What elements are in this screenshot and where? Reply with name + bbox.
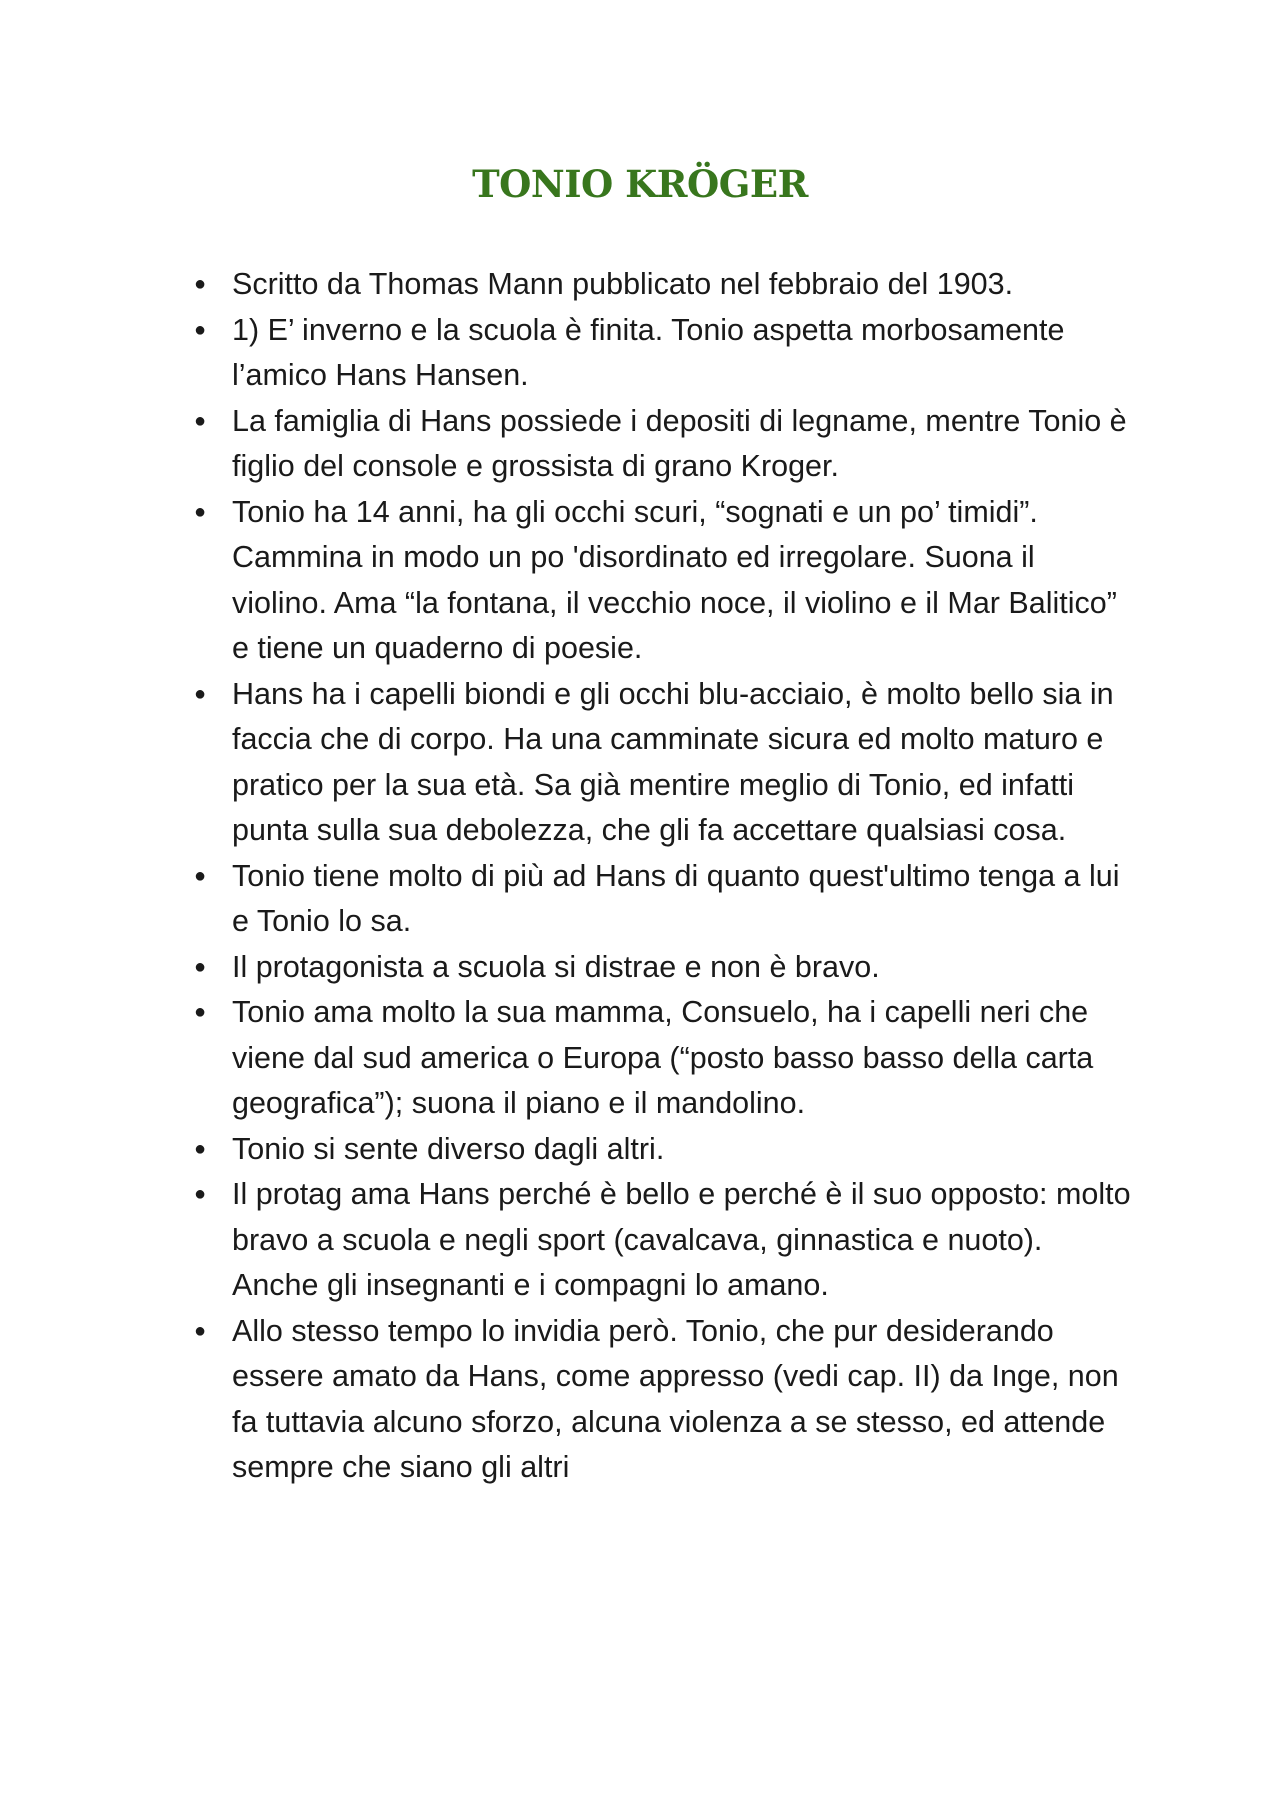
list-item-text: Il protag ama Hans perché è bello e perché è il suo opposto: molto bravo a scuola e negli sport (cavalcava, ginnastica e nuoto). Anche gli insegnanti e i compagni lo amano. bbox=[232, 1177, 1131, 1302]
bullet-list bbox=[0, 262, 1280, 1491]
list-item bbox=[0, 990, 1132, 1127]
bullet-dot-icon bbox=[194, 672, 214, 718]
list-item-text: Il protagonista a scuola si distrae e non è bravo. bbox=[232, 949, 880, 984]
list-item bbox=[0, 672, 1132, 854]
list-item bbox=[0, 1172, 1132, 1309]
bullet-dot-icon bbox=[194, 990, 214, 1036]
bullet-dot-icon bbox=[194, 490, 214, 536]
bullet-dot-icon bbox=[194, 1127, 214, 1173]
list-item-text: 1) E’ inverno e la scuola è finita. Tonio aspetta morbosamente l’amico Hans Hansen. bbox=[232, 312, 1065, 392]
list-item bbox=[0, 854, 1132, 945]
bullet-dot-icon bbox=[194, 308, 214, 354]
bullet-dot-icon bbox=[194, 854, 214, 900]
list-item bbox=[0, 1127, 1132, 1173]
list-item-text: Hans ha i capelli biondi e gli occhi blu-acciaio, è molto bello sia in faccia che di corpo. Ha una camminate sicura ed molto maturo e pratico per la sua età. Sa già mentire meglio di Tonio, ed infatti punta sulla sua debolezza, che gli fa accettare qualsiasi cosa. bbox=[232, 676, 1114, 847]
bullet-dot-icon bbox=[194, 1309, 214, 1355]
list-item bbox=[0, 399, 1132, 490]
list-item-text: Tonio ama molto la sua mamma, Consuelo, ha i capelli neri che viene dal sud america o Europa (“posto basso basso della carta geografica”); suona il piano e il mandolino. bbox=[232, 995, 1094, 1120]
list-item-text: Scritto da Thomas Mann pubblicato nel febbraio del 1903. bbox=[232, 267, 1014, 301]
list-item bbox=[0, 1309, 1132, 1491]
list-item-text: Tonio ha 14 anni, ha gli occhi scuri, “sognati e un po’ timidi”. Cammina in modo un po 'disordinato ed irregolare. Suona il violino. Ama “la fontana, il vecchio noce, il violino e il Mar Balitico” e tiene un quaderno di poesie. bbox=[232, 494, 1117, 665]
list-item-text: La famiglia di Hans possiede i depositi di legname, mentre Tonio è figlio del console e grossista di grano Kroger. bbox=[232, 403, 1127, 483]
list-item bbox=[0, 308, 1132, 399]
bullet-dot-icon bbox=[194, 262, 214, 308]
list-item-text: Tonio si sente diverso dagli altri. bbox=[232, 1131, 665, 1166]
list-item bbox=[0, 945, 1132, 991]
list-item bbox=[0, 262, 1132, 308]
document-title: TONIO KRÖGER bbox=[472, 162, 808, 206]
list-item-text: Tonio tiene molto di più ad Hans di quanto quest'ultimo tenga a lui e Tonio lo sa. bbox=[232, 858, 1120, 938]
bullet-dot-icon bbox=[194, 399, 214, 445]
bullet-dot-icon bbox=[194, 1172, 214, 1218]
list-item bbox=[0, 490, 1132, 672]
bullet-dot-icon bbox=[194, 945, 214, 991]
list-item-text: Allo stesso tempo lo invidia però. Tonio, che pur desiderando essere amato da Hans, come appresso (vedi cap. II) da Inge, non fa tuttavia alcuno sforzo, alcuna violenza a se stesso, ed attende sempre che siano gli altri bbox=[232, 1313, 1119, 1484]
